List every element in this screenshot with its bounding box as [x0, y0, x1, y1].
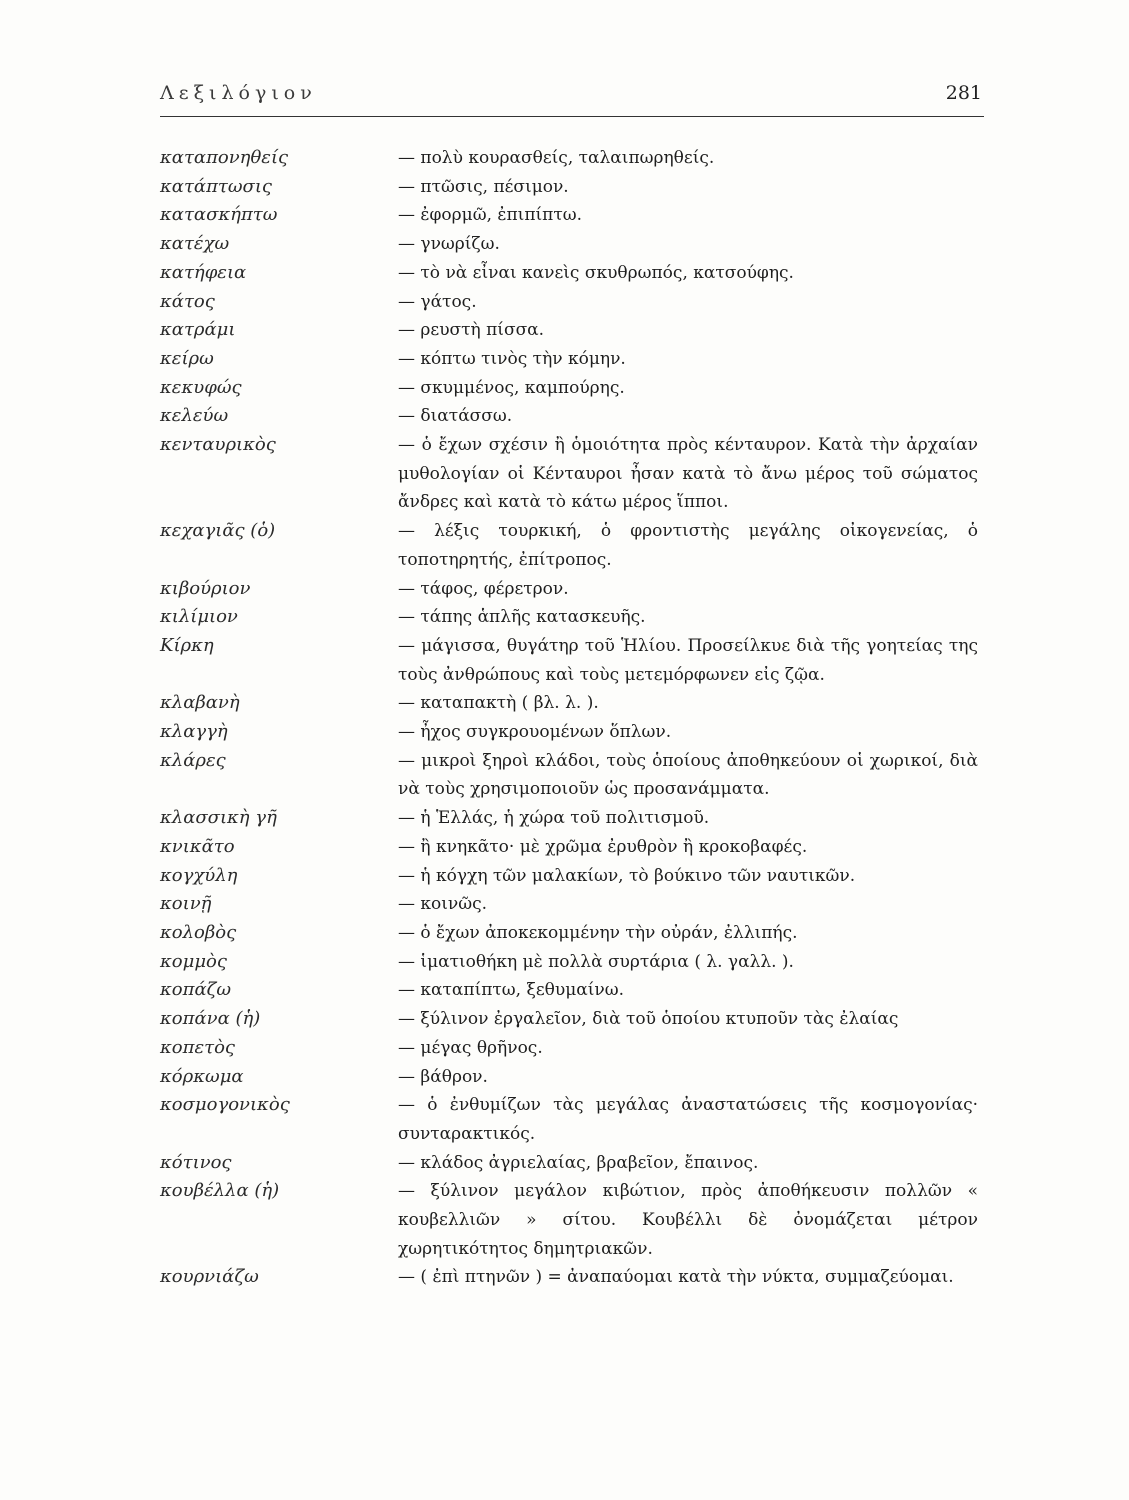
entry-definition: — ὁ ἐνθυμίζων τὰς μεγάλας ἀναστατώσεις τῆς κοσμογονίας· συνταρακτικός.: [398, 1095, 978, 1144]
glossary-entry: [160, 345, 990, 374]
entry-definition: — γάτος.: [398, 291, 477, 312]
entry-definition: — ἡ Ἑλλάς, ἡ χώρα τοῦ πολιτισμοῦ.: [398, 808, 710, 829]
entry-definition: — καταπακτὴ ( βλ. λ. ).: [398, 693, 599, 714]
entry-definition: — μικροὶ ξηροὶ κλάδοι, τοὺς ὁποίους ἀποθηκεύουν οἱ χωρικοί, διὰ νὰ τοὺς χρησιμοποιοῦν ὡς προσανάμματα.: [398, 750, 978, 800]
glossary-entry: [160, 402, 990, 431]
entry-definition: — ἡ κόγχη τῶν μαλακίων, τὸ βούκινο τῶν ναυτικῶν.: [398, 865, 856, 886]
entry-definition: — μάγισσα, θυγάτηρ τοῦ Ἡλίου. Προσείλκυε διὰ τῆς γοητείας της τοὺς ἀνθρώπους καὶ τοὺς μετεμόρφωνεν εἰς ζῷα.: [398, 635, 978, 685]
glossary-entry: [160, 316, 990, 345]
entry-term: κατήφεια: [160, 261, 247, 283]
entry-term: κοπάνα (ἡ): [160, 1008, 261, 1030]
glossary-entry: [160, 919, 990, 948]
entry-term: κατασκήπτω: [160, 204, 278, 226]
entry-term: κλασσικὴ γῆ: [160, 807, 277, 829]
glossary-entry: [160, 230, 990, 259]
entry-term: κλάρες: [160, 749, 226, 771]
entry-term: κατάπτωσις: [160, 175, 272, 197]
glossary-entry: [160, 259, 990, 288]
glossary-entry: [160, 374, 990, 403]
entry-term: κελεύω: [160, 405, 229, 427]
entry-definition: — ἦχος συγκρουομένων ὅπλων.: [398, 722, 672, 743]
entry-definition: — ρευστὴ πίσσα.: [398, 320, 545, 341]
page-number: 281: [945, 82, 982, 104]
entry-definition: — κόπτω τινὸς τὴν κόμην.: [398, 348, 626, 369]
entry-term: κείρω: [160, 347, 214, 369]
entry-definition: — κλάδος ἀγριελαίας, βραβεῖον, ἔπαινος.: [398, 1152, 759, 1173]
glossary-entry: [160, 1177, 990, 1263]
entry-definition: — πτῶσις, πέσιμον.: [398, 176, 569, 197]
glossary-entry: [160, 718, 990, 747]
entry-definition: — πολὺ κουρασθείς, ταλαιπωρηθείς.: [398, 148, 715, 168]
entry-term: κολοβὸς: [160, 921, 237, 943]
glossary-entry: [160, 890, 990, 919]
running-title: Λεξιλόγιον: [160, 82, 317, 104]
entry-term: κοσμογονικὸς: [160, 1094, 290, 1116]
glossary-entry: [160, 948, 990, 977]
entry-term: κοινῇ: [160, 893, 212, 915]
glossary-entry: [160, 1063, 990, 1092]
glossary-list: [160, 144, 990, 1292]
entry-term: κόρκωμα: [160, 1065, 244, 1087]
entry-term: κλαγγὴ: [160, 721, 228, 743]
entry-term: κενταυρικὸς: [160, 434, 276, 456]
glossary-entry: [160, 1263, 990, 1292]
entry-term: καταπονηθείς: [160, 147, 289, 168]
glossary-entry: [160, 173, 990, 202]
entry-definition: — ἐφορμῶ, ἐπιπίπτω.: [398, 205, 583, 226]
glossary-entry: [160, 431, 990, 517]
entry-term: Κίρκη: [160, 634, 214, 656]
glossary-entry: [160, 689, 990, 718]
glossary-entry: [160, 144, 990, 173]
glossary-entry: [160, 1091, 990, 1148]
entry-term: κεκυφώς: [160, 376, 242, 398]
entry-definition: — λέξις τουρκική, ὁ φροντιστὴς μεγάλης οἰκογενείας, ὁ τοποτηρητής, ἐπίτροπος.: [398, 521, 978, 570]
entry-definition: — τὸ νὰ εἶναι κανεὶς σκυθρωπός, κατσούφης.: [398, 262, 794, 283]
entry-term: κότινος: [160, 1151, 232, 1173]
glossary-entry: [160, 517, 990, 574]
entry-definition: — ξύλινον μεγάλον κιβώτιον, πρὸς ἀποθήκευσιν πολλῶν « κουβελλιῶν » σίτου. Κουβέλλι δὲ ὀνομάζεται μέτρον χωρητικότητος δημητριακῶν.: [398, 1181, 978, 1259]
entry-definition: — γνωρίζω.: [398, 234, 500, 255]
entry-definition: — ξύλινον ἐργαλεῖον, διὰ τοῦ ὁποίου κτυποῦν τὰς ἐλαίας: [398, 1009, 899, 1030]
glossary-entry: [160, 288, 990, 317]
entry-definition: — κοινῶς.: [398, 894, 488, 915]
entry-term: κιβούριον: [160, 577, 251, 599]
glossary-entry: [160, 1005, 990, 1034]
entry-term: κνικᾶτο: [160, 835, 235, 857]
entry-definition: — τάπης ἁπλῆς κατασκευῆς.: [398, 607, 646, 628]
entry-term: κιλίμιον: [160, 606, 238, 628]
entry-term: κοπετὸς: [160, 1036, 236, 1058]
running-head: [160, 82, 984, 118]
entry-definition: — διατάσσω.: [398, 406, 513, 427]
glossary-entry: [160, 1149, 990, 1178]
glossary-entry: [160, 862, 990, 891]
glossary-entry: [160, 603, 990, 632]
entry-term: κογχύλη: [160, 864, 238, 886]
entry-definition: — βάθρον.: [398, 1066, 488, 1087]
entry-term: κατέχω: [160, 233, 230, 255]
entry-term: κουρνιάζω: [160, 1266, 259, 1288]
entry-definition: — καταπίπτω, ξεθυμαίνω.: [398, 980, 625, 1001]
entry-term: κλαβανὴ: [160, 692, 240, 714]
entry-definition: — ἢ κνηκᾶτο· μὲ χρῶμα ἐρυθρὸν ἢ κροκοβαφές.: [398, 836, 808, 857]
entry-definition: — μέγας θρῆνος.: [398, 1037, 543, 1058]
entry-term: κοπάζω: [160, 979, 232, 1001]
entry-definition: — ἱματιοθήκη μὲ πολλὰ συρτάρια ( λ. γαλλ. ).: [398, 951, 794, 972]
header-rule: [160, 116, 984, 117]
entry-term: κεχαγιᾶς (ὁ): [160, 520, 276, 542]
glossary-entry: [160, 804, 990, 833]
entry-definition: — σκυμμένος, καμπούρης.: [398, 377, 625, 398]
entry-definition: — τάφος, φέρετρον.: [398, 578, 569, 599]
glossary-entry: [160, 976, 990, 1005]
entry-definition: — ( ἐπὶ πτηνῶν ) = ἀναπαύομαι κατὰ τὴν νύκτα, συμμαζεύομαι.: [398, 1267, 954, 1288]
glossary-entry: [160, 1034, 990, 1063]
entry-definition: — ὁ ἔχων ἀποκεκομμένην τὴν οὐράν, ἐλλιπής.: [398, 922, 798, 943]
glossary-entry: [160, 575, 990, 604]
glossary-entry: [160, 747, 990, 804]
glossary-entry: [160, 632, 990, 689]
glossary-entry: [160, 833, 990, 862]
entry-term: κομμὸς: [160, 950, 227, 972]
entry-term: κουβέλλα (ἡ): [160, 1180, 280, 1202]
entry-term: κάτος: [160, 290, 215, 312]
glossary-entry: [160, 201, 990, 230]
entry-term: κατράμι: [160, 319, 236, 341]
entry-definition: — ὁ ἔχων σχέσιν ἢ ὁμοιότητα πρὸς κένταυρον. Κατὰ τὴν ἀρχαίαν μυθολογίαν οἱ Κένταυροι ἦσαν κατὰ τὸ ἄνω μέρος τοῦ σώματος ἄνδρες καὶ κατὰ τὸ κάτω μέρος ἵπποι.: [398, 435, 978, 513]
